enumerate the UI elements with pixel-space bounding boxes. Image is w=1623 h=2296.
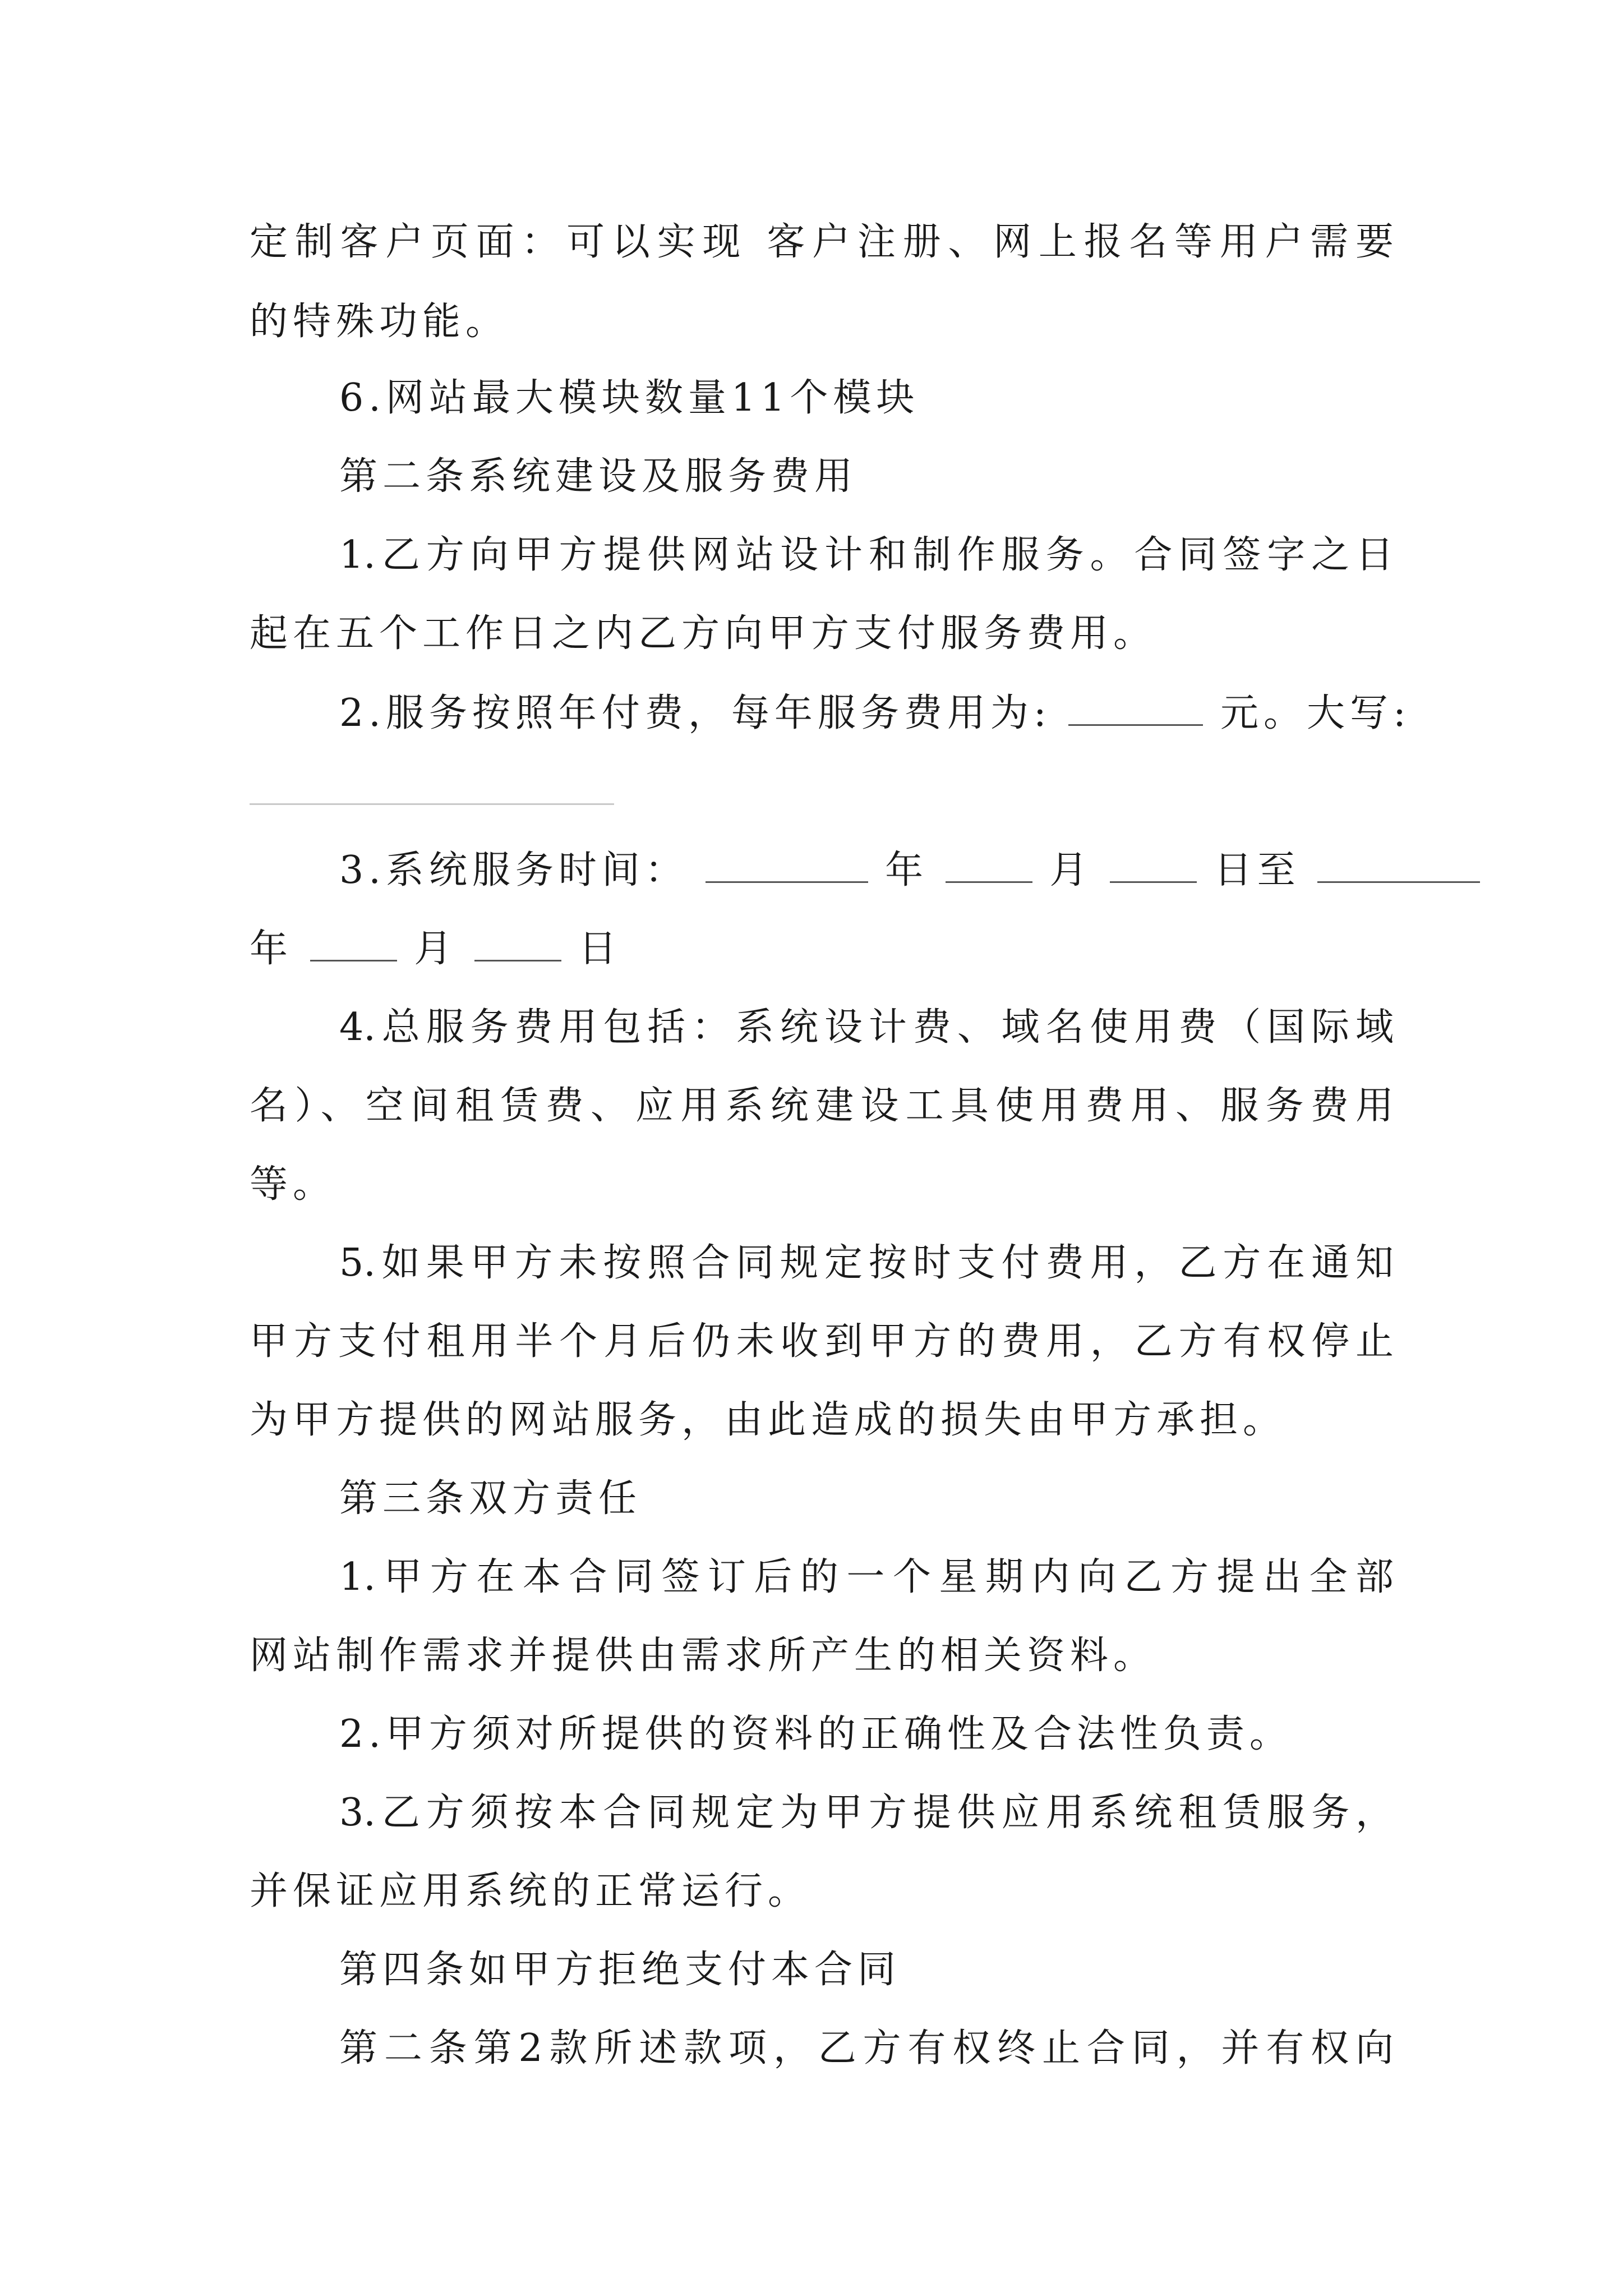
- text-line: 起在五个工作日之内乙方向甲方支付服务费用。: [250, 611, 1157, 656]
- paragraph-line: [250, 927, 1394, 972]
- fill-blank: [474, 927, 561, 961]
- text-line: 月: [414, 927, 458, 971]
- text-line: 日: [578, 927, 622, 971]
- paragraph-line: [250, 1869, 1394, 1914]
- text-line: 日至: [1214, 848, 1301, 892]
- text-line: 并保证应用系统的正常运行。: [250, 1869, 811, 1913]
- paragraph-line: [250, 1398, 1394, 1443]
- text-line: 网站制作需求并提供由需求所产生的相关资料。: [250, 1634, 1157, 1678]
- fill-blank: [706, 849, 868, 883]
- underline-rule: [250, 803, 614, 805]
- text-line: 第二条第2款所述款项，乙方有权终止合同，并有权向: [339, 2026, 1394, 2070]
- text-line: 4.总服务费用包括：系统设计费、域名使用费（国际域: [339, 1005, 1394, 1050]
- paragraph-line: [250, 376, 1394, 421]
- text-line: 年: [250, 927, 293, 971]
- heading-text: 第三条双方责任: [339, 1476, 642, 1521]
- paragraph-line: [250, 691, 1411, 736]
- paragraph-line: [250, 848, 1394, 893]
- fill-blank: [310, 927, 397, 961]
- text-line: 1.乙方向甲方提供网站设计和制作服务。合同签字之日: [339, 533, 1394, 577]
- paragraph-line: [250, 1162, 1394, 1207]
- section-heading: [250, 454, 1394, 499]
- text-line: 名）、空间租赁费、应用系统建设工具使用费用、服务费用: [250, 1084, 1394, 1128]
- paragraph-line: [250, 1555, 1394, 1600]
- text-line: 2.服务按照年付费，每年服务费用为:: [339, 691, 1052, 735]
- paragraph-line: [250, 1634, 1394, 1678]
- paragraph-line: [250, 1712, 1394, 1757]
- heading-text: 第二条系统建设及服务费用: [339, 454, 858, 499]
- paragraph-line: [250, 300, 1394, 344]
- paragraph-line: [250, 1005, 1394, 1050]
- text-line: 的特殊功能。: [250, 300, 509, 344]
- text-line: 年: [885, 848, 929, 892]
- text-line: 2.甲方须对所提供的资料的正确性及合法性负责。: [339, 1712, 1293, 1756]
- text-line: 元。大写:: [1220, 691, 1411, 735]
- text-line: 1.甲方在本合同签订后的一个星期内向乙方提出全部: [339, 1555, 1394, 1599]
- paragraph-line: [250, 533, 1394, 578]
- paragraph-line: [250, 2026, 1394, 2071]
- paragraph-line: [250, 1241, 1394, 1286]
- paragraph-line: [250, 1791, 1394, 1835]
- fill-blank: [946, 849, 1032, 883]
- paragraph-line: [250, 1319, 1394, 1364]
- fill-blank: [1317, 849, 1480, 883]
- section-heading: [250, 1948, 1394, 1993]
- paragraph-line: [250, 220, 1394, 265]
- paragraph-line: [250, 611, 1394, 656]
- text-line: 为甲方提供的网站服务，由此造成的损失由甲方承担。: [250, 1398, 1287, 1442]
- heading-text: 第四条如甲方拒绝支付本合同: [339, 1948, 901, 1992]
- text-line: 等。: [250, 1162, 336, 1207]
- text-line: 3.系统服务时间：: [339, 848, 688, 892]
- section-heading: [250, 1476, 1394, 1521]
- text-line: 6.网站最大模块数量11个模块: [339, 376, 920, 420]
- paragraph-line: [250, 1084, 1394, 1129]
- text-line: 定制客户页面：可以实现 客户注册、网上报名等用户需要: [250, 220, 1394, 264]
- text-line: 5.如果甲方未按照合同规定按时支付费用，乙方在通知: [339, 1241, 1394, 1285]
- fill-blank: [1068, 692, 1203, 726]
- fill-blank: [1110, 849, 1197, 883]
- text-line: 3.乙方须按本合同规定为甲方提供应用系统租赁服务，: [339, 1791, 1394, 1835]
- text-line: 甲方支付租用半个月后仍未收到甲方的费用，乙方有权停止: [250, 1319, 1394, 1364]
- text-line: 月: [1049, 848, 1093, 892]
